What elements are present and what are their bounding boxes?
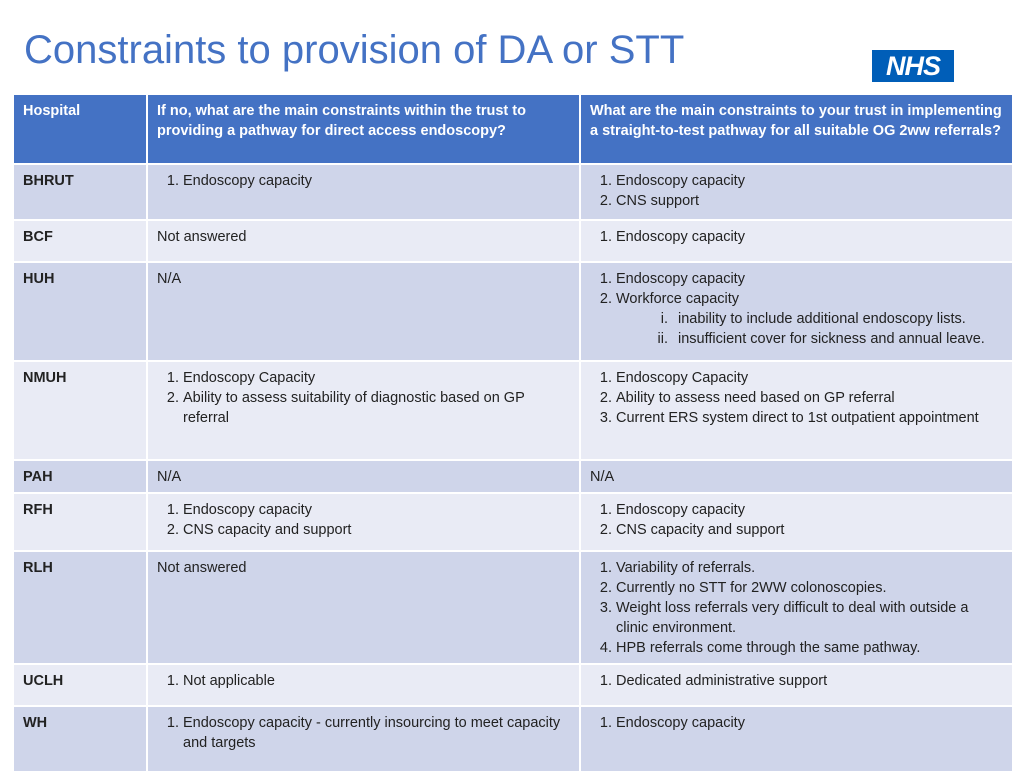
table-header-row <box>13 94 1013 164</box>
list-item: 2. CNS capacity and support <box>183 520 570 540</box>
table-row <box>13 460 1013 493</box>
list-item: 1. Endoscopy capacity <box>616 713 1003 733</box>
hospital-cell: RFH <box>13 493 147 551</box>
straight-to-test-cell <box>580 262 1013 361</box>
list-item: 1. Endoscopy capacity <box>616 269 1003 289</box>
sub-list-item: ii. insufficient cover for sickness and annual leave. <box>672 329 1003 349</box>
list-item: 1. Variability of referrals. <box>616 558 1003 578</box>
numbered-list <box>590 269 1003 309</box>
direct-access-cell: N/A <box>147 460 580 493</box>
table-row <box>13 361 1013 460</box>
direct-access-cell <box>147 493 580 551</box>
nhs-logo: NHS <box>872 50 954 82</box>
list-item: 3. Weight loss referrals very difficult to deal with outside a clinic environment. <box>616 598 1003 638</box>
list-item: 1. Dedicated administrative support <box>616 671 1003 691</box>
hospital-cell: WH <box>13 706 147 772</box>
numbered-list <box>590 671 1003 691</box>
list-item: 4. HPB referrals come through the same pathway. <box>616 638 1003 658</box>
slide-title: Constraints to provision of DA or STT <box>24 28 685 72</box>
list-item: 1. Endoscopy Capacity <box>616 368 1003 388</box>
header-direct-access: If no, what are the main constraints within the trust to providing a pathway for direct access endoscopy? <box>147 94 580 164</box>
numbered-list <box>157 500 570 540</box>
list-item: 2. CNS support <box>616 191 1003 211</box>
list-item: 1. Endoscopy capacity - currently insourcing to meet capacity and targets <box>183 713 570 753</box>
numbered-list <box>590 368 1003 428</box>
table-row <box>13 164 1013 220</box>
table-row <box>13 220 1013 262</box>
list-item: 2. Ability to assess need based on GP referral <box>616 388 1003 408</box>
straight-to-test-cell <box>580 664 1013 706</box>
list-item: 2. CNS capacity and support <box>616 520 1003 540</box>
table-row <box>13 706 1013 772</box>
hospital-cell: PAH <box>13 460 147 493</box>
numbered-list <box>157 368 570 428</box>
straight-to-test-cell <box>580 706 1013 772</box>
sub-list <box>590 309 1003 349</box>
constraints-table <box>12 93 1014 773</box>
header-straight-to-test: What are the main constraints to your trust in implementing a straight-to-test pathway for all suitable OG 2ww referrals? <box>580 94 1013 164</box>
numbered-list <box>590 500 1003 540</box>
straight-to-test-cell <box>580 220 1013 262</box>
straight-to-test-cell <box>580 493 1013 551</box>
sub-list-item: i. inability to include additional endoscopy lists. <box>672 309 1003 329</box>
list-item: 1. Endoscopy capacity <box>616 500 1003 520</box>
list-item: 2. Currently no STT for 2WW colonoscopies. <box>616 578 1003 598</box>
direct-access-cell <box>147 164 580 220</box>
hospital-cell: UCLH <box>13 664 147 706</box>
list-item: 1. Endoscopy Capacity <box>183 368 570 388</box>
list-item: 1. Endoscopy capacity <box>183 171 570 191</box>
list-item: 3. Current ERS system direct to 1st outpatient appointment <box>616 408 1003 428</box>
direct-access-cell: Not answered <box>147 551 580 664</box>
hospital-cell: NMUH <box>13 361 147 460</box>
list-item: 2. Ability to assess suitability of diagnostic based on GP referral <box>183 388 570 428</box>
numbered-list <box>590 713 1003 733</box>
numbered-list <box>157 713 570 753</box>
direct-access-cell: Not answered <box>147 220 580 262</box>
table-row <box>13 262 1013 361</box>
numbered-list <box>590 227 1003 247</box>
table-row <box>13 551 1013 664</box>
direct-access-cell <box>147 706 580 772</box>
hospital-cell: RLH <box>13 551 147 664</box>
list-item: 1. Not applicable <box>183 671 570 691</box>
straight-to-test-cell <box>580 164 1013 220</box>
straight-to-test-cell: N/A <box>580 460 1013 493</box>
list-item: 1. Endoscopy capacity <box>183 500 570 520</box>
direct-access-cell <box>147 361 580 460</box>
numbered-list <box>590 171 1003 211</box>
direct-access-cell: N/A <box>147 262 580 361</box>
table-row <box>13 493 1013 551</box>
numbered-list <box>157 671 570 691</box>
list-item: 2. Workforce capacity <box>616 289 1003 309</box>
hospital-cell: BCF <box>13 220 147 262</box>
hospital-cell: BHRUT <box>13 164 147 220</box>
direct-access-cell <box>147 664 580 706</box>
straight-to-test-cell <box>580 361 1013 460</box>
straight-to-test-cell <box>580 551 1013 664</box>
numbered-list <box>590 558 1003 658</box>
numbered-list <box>157 171 570 191</box>
header-hospital: Hospital <box>13 94 147 164</box>
list-item: 1. Endoscopy capacity <box>616 171 1003 191</box>
table-row <box>13 664 1013 706</box>
list-item: 1. Endoscopy capacity <box>616 227 1003 247</box>
hospital-cell: HUH <box>13 262 147 361</box>
